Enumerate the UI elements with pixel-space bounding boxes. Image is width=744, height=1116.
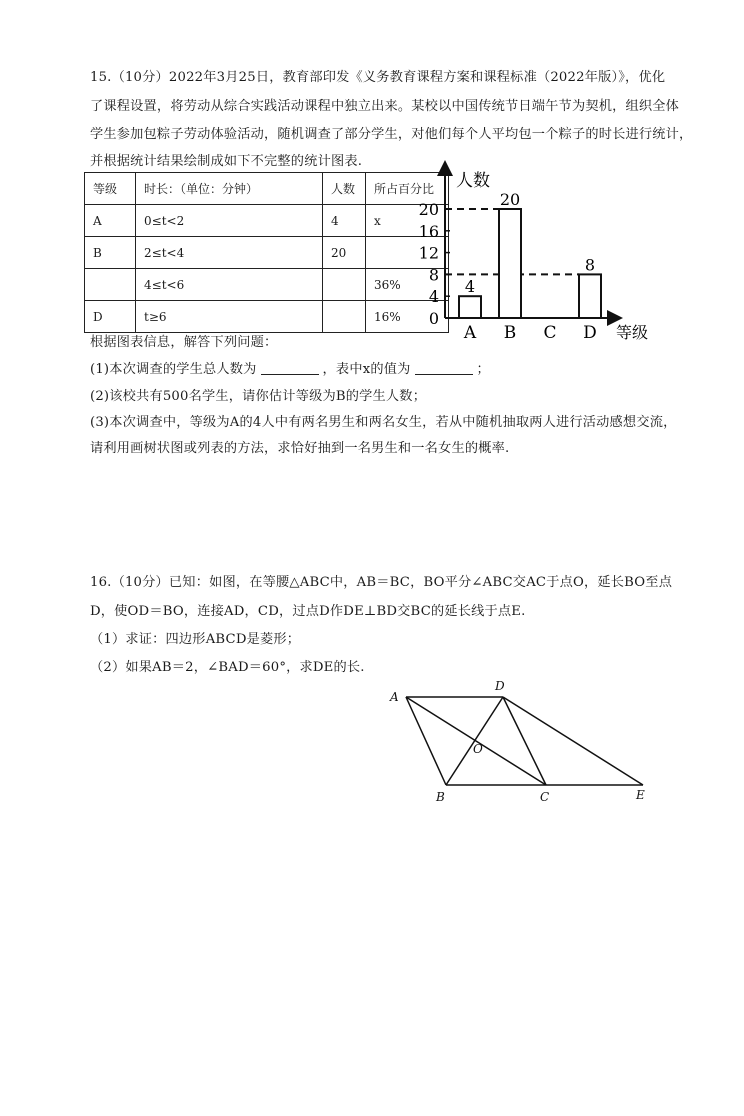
table-header-cell: 人数	[323, 173, 366, 205]
table-cell	[323, 269, 366, 301]
q15-part-3-line-1: (3)本次调查中，等级为A的4人中有两名男生和两名女生，若从中随机抽取两人进行活动感想交流，	[90, 415, 677, 430]
table-cell: 2≤t<4	[136, 237, 323, 269]
q16-part-1: （1）求证：四边形ABCD是菱形；	[90, 632, 301, 647]
bar-d	[579, 274, 601, 318]
x-axis-label: 等级	[616, 323, 649, 342]
y-tick-label: 16	[418, 221, 439, 241]
y-tick-label: 0	[428, 309, 439, 328]
y-tick-label: 20	[418, 200, 439, 219]
bar-b	[499, 209, 521, 318]
table-cell: 36%	[366, 269, 449, 301]
table-cell: 0≤t<2	[136, 205, 323, 237]
table-cell: 4	[323, 205, 366, 237]
table-cell: t≥6	[136, 301, 323, 333]
q15-part-1	[90, 358, 490, 377]
q15-line-4: 并根据统计结果绘制成如下不完整的统计图表.	[90, 154, 363, 169]
x-tick-label: C	[543, 323, 557, 343]
q15-part-1-c: ；	[476, 362, 490, 377]
q15-part-2: (2)该校共有500名学生，请你估计等级为B的学生人数；	[90, 389, 427, 404]
table-cell	[323, 301, 366, 333]
diagonal-bd	[446, 697, 503, 785]
bar-a	[459, 296, 481, 318]
q16-line-2: D，使OD＝BO，连接AD，CD，过点D作DE⊥BD交BC的延长线于点E.	[90, 604, 526, 619]
table-cell: B	[85, 237, 136, 269]
q15-part-1-b: ，表中x的值为	[322, 362, 411, 377]
table-cell: D	[85, 301, 136, 333]
q15-line-1: 15.（10分）2022年3月25日，教育部印发《义务教育课程方案和课程标准（2022年版）》，优化	[90, 70, 666, 85]
q15-part-1-a: (1)本次调查的学生总人数为	[90, 362, 257, 377]
y-axis-label: 人数	[456, 171, 490, 191]
table-header-cell: 等级	[85, 173, 136, 205]
point-label-o: O	[473, 742, 483, 756]
data-label: 8	[584, 255, 596, 275]
data-label: 4	[464, 277, 476, 297]
table-row	[85, 269, 449, 301]
table-cell: 20	[323, 237, 366, 269]
table-cell: x	[366, 205, 449, 237]
q16-part-2: （2）如果AB＝2，∠BAD＝60°，求DE的长.	[90, 660, 365, 675]
table-row	[85, 237, 449, 269]
x-tick-label: D	[583, 323, 597, 343]
table-cell	[85, 269, 136, 301]
y-tick-label: 4	[428, 287, 439, 307]
geometry-figure	[380, 675, 670, 815]
table-header-cell: 时长：（单位：分钟）	[136, 173, 323, 205]
answer-blank	[415, 362, 473, 375]
bar-chart	[410, 160, 670, 350]
y-tick-label: 8	[428, 265, 439, 285]
table-header-row	[85, 173, 449, 205]
table-header-cell: 所占百分比	[366, 173, 449, 205]
q15-part-3-line-2: 请利用画树状图或列表的方法，求恰好抽到一名男生和一名女生的概率.	[90, 441, 510, 456]
point-label-d: D	[495, 679, 505, 693]
table-cell: 4≤t<6	[136, 269, 323, 301]
y-tick-label: 12	[418, 243, 439, 263]
table-row	[85, 205, 449, 237]
q16-line-1: 16.（10分）已知：如图，在等腰△ABC中，AB＝BC，BO平分∠ABC交AC于点O，延长BO至点	[90, 575, 673, 590]
point-label-b: B	[436, 790, 445, 804]
q15-line-3: 学生参加包粽子劳动体验活动，随机调查了部分学生，对他们每个人平均包一个粽子的时长进行统计，	[90, 127, 693, 142]
stats-table	[84, 172, 449, 333]
point-label-c: C	[540, 790, 550, 804]
answer-blank	[261, 362, 319, 375]
q15-after-table: 根据图表信息，解答下列问题：	[90, 335, 278, 350]
q15-line-2: 了课程设置，将劳动从综合实践活动课程中独立出来。某校以中国传统节日端午节为契机，组织全体	[90, 99, 680, 114]
table-row	[85, 301, 449, 333]
table-cell: A	[85, 205, 136, 237]
table-cell: 16%	[366, 301, 449, 333]
x-tick-label: B	[503, 323, 517, 343]
point-label-a: A	[390, 690, 399, 704]
data-label: 20	[499, 190, 521, 209]
point-label-e: E	[636, 788, 645, 802]
x-tick-label: A	[463, 323, 477, 343]
